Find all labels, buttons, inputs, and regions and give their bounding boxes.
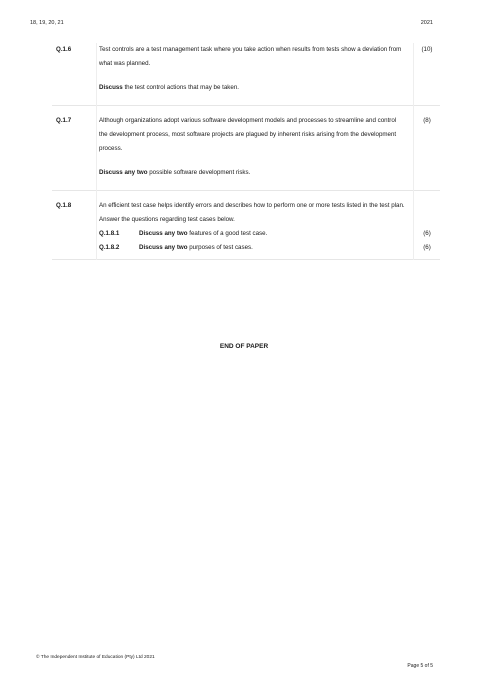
instruction-keyword: Discuss any two — [99, 169, 148, 176]
subquestion — [99, 241, 405, 255]
header-module-codes: 18, 19, 20, 21 — [30, 20, 64, 26]
question-text: An efficient test case helps identify errors and describes how to perform one or more tests listed in the test plan. Answer the questions regarding test cases below. — [99, 202, 405, 223]
question-row — [52, 191, 440, 260]
question-row — [52, 43, 440, 106]
question-marks: (10) — [414, 43, 441, 106]
subquestion-marks: (6) — [423, 244, 431, 251]
instruction-keyword: Discuss any two — [139, 230, 188, 237]
question-text: Although organizations adopt various software development models and processes to streamline and control the development process, most software projects are plagued by inherent risks arising from the development process. — [99, 117, 397, 152]
question-row — [52, 106, 440, 191]
subquestion-marks: (6) — [423, 230, 431, 237]
question-number: Q.1.6 — [56, 46, 72, 53]
copyright-footer: © The Independent Institute of Education (Pty) Ltd 2021 — [36, 655, 155, 660]
instruction-keyword: Discuss — [99, 84, 123, 91]
instruction-text: the test control actions that may be taken. — [122, 84, 239, 91]
page-number: Page 5 of 5 — [407, 663, 433, 669]
instruction-text: features of a good test case. — [187, 230, 268, 237]
question-instruction — [99, 81, 405, 95]
question-instruction — [99, 166, 405, 180]
header-year: 2021 — [420, 20, 433, 26]
end-of-paper: END OF PAPER — [219, 343, 269, 350]
instruction-text: possible software development risks. — [147, 169, 251, 176]
subquestion — [99, 227, 405, 241]
question-marks: (8) — [414, 106, 441, 191]
question-number: Q.1.7 — [56, 117, 72, 124]
subquestion-number: Q.1.8.1 — [99, 230, 120, 237]
subquestion-number: Q.1.8.2 — [99, 244, 120, 251]
question-number: Q.1.8 — [56, 202, 72, 209]
questions-table — [52, 43, 440, 260]
instruction-text: purposes of test cases. — [187, 244, 253, 251]
question-text: Test controls are a test management task where you take action when results from tests show a deviation from what was planned. — [99, 46, 402, 67]
instruction-keyword: Discuss any two — [139, 244, 188, 251]
